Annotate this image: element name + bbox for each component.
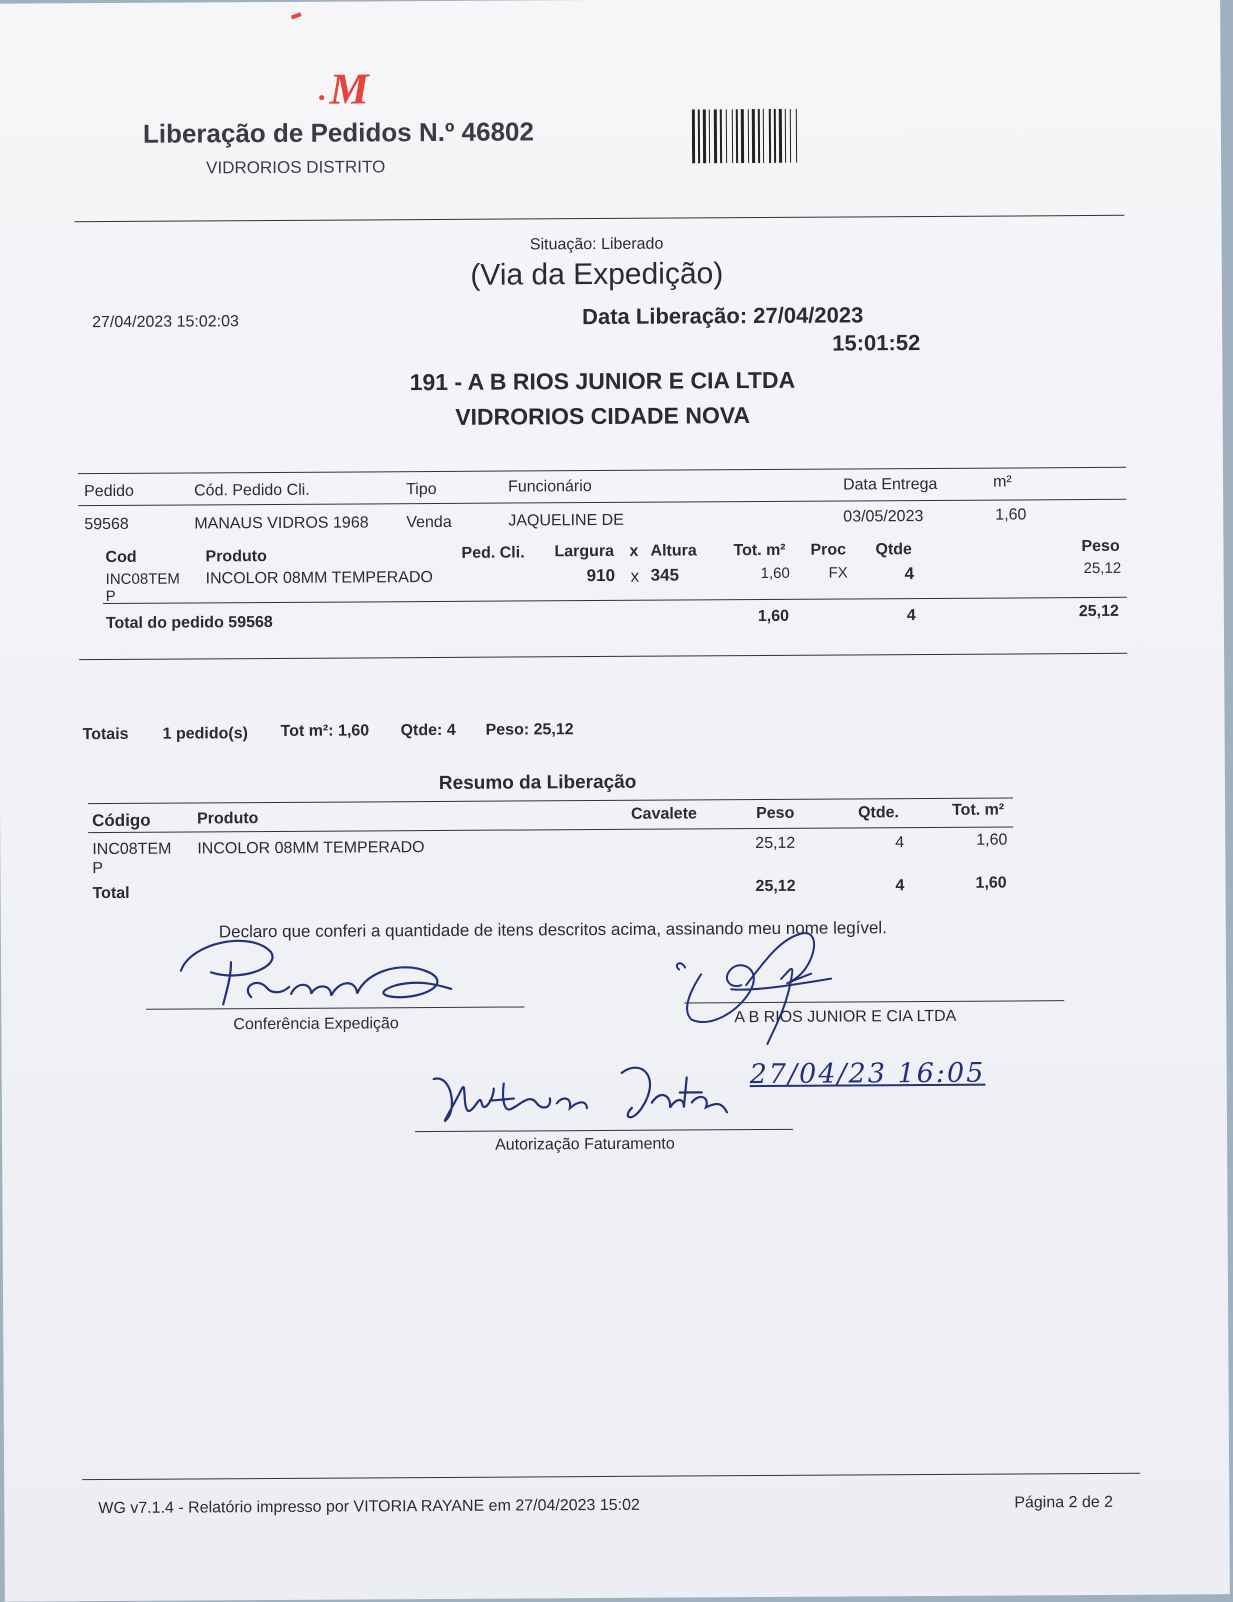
release-time: 15:01:52 xyxy=(832,330,921,356)
header-x: x xyxy=(629,542,639,560)
red-mark xyxy=(291,12,302,19)
summary-header-cavalete: Cavalete xyxy=(631,805,697,823)
m-logo-icon xyxy=(315,63,385,118)
summary-top-rule xyxy=(88,797,1013,804)
summary-cell-qtde: 4 xyxy=(895,834,905,852)
summary-cell-peso: 25,12 xyxy=(755,834,796,853)
summary-header-tot-m2: Tot. m² xyxy=(952,801,1005,819)
order-total-m2: 1,60 xyxy=(757,607,790,626)
header-proc: Proc xyxy=(810,541,847,559)
summary-cell-codigo-cont: P xyxy=(92,860,104,878)
cell-altura: 345 xyxy=(650,565,680,585)
summary-header-codigo: Código xyxy=(92,810,151,831)
header-ped-cli: Ped. Cli. xyxy=(461,544,525,562)
header-tipo: Tipo xyxy=(406,480,437,499)
signature-label-client: A B RIOS JUNIOR E CIA LTDA xyxy=(734,1007,957,1027)
summary-total-label: Total xyxy=(92,884,130,903)
cell-funcionario: JAQUELINE DE xyxy=(508,511,624,530)
cell-largura: 910 xyxy=(586,565,616,586)
cell-cod-cli: MANAUS VIDROS 1968 xyxy=(194,514,369,533)
totals-peso: Peso: 25,12 xyxy=(485,721,574,739)
summary-title: Resumo da Liberação xyxy=(438,771,637,794)
order-total-peso: 25,12 xyxy=(1078,602,1119,621)
header-cod: Cod xyxy=(105,548,137,567)
release-date: Data Liberação: 27/04/2023 xyxy=(581,302,864,330)
summary-header-produto: Produto xyxy=(197,810,259,828)
cell-qtde: 4 xyxy=(904,564,915,584)
summary-total-peso: 25,12 xyxy=(755,877,796,896)
via-title: (Via da Expedição) xyxy=(470,257,724,292)
cell-pedido: 59568 xyxy=(84,515,129,534)
print-datetime: 27/04/2023 15:02:03 xyxy=(92,313,239,332)
page-title: Liberação de Pedidos N.º 46802 xyxy=(142,116,535,149)
divider xyxy=(74,215,1124,222)
table-top-rule xyxy=(78,467,1126,474)
status-text: Situação: Liberado xyxy=(529,235,664,254)
header-tot-m2: Tot. m² xyxy=(733,541,786,560)
page-number: Página 2 de 2 xyxy=(1014,1493,1114,1512)
conferencia-signature xyxy=(171,931,471,1013)
cell-cod-cont: P xyxy=(105,587,116,606)
summary-header-qtde: Qtde. xyxy=(858,804,900,822)
header-pedido: Pedido xyxy=(84,482,134,501)
company-name: VIDRORIOS DISTRITO xyxy=(206,157,386,178)
summary-cell-tot-m2: 1,60 xyxy=(976,831,1008,849)
order-total-label: Total do pedido 59568 xyxy=(105,613,273,633)
cell-m2: 1,60 xyxy=(995,506,1027,524)
header-largura: Largura xyxy=(554,542,615,561)
barcode-icon xyxy=(692,108,877,168)
client-name: 191 - A B RIOS JUNIOR E CIA LTDA xyxy=(409,366,796,396)
summary-cell-codigo: INC08TEM xyxy=(92,840,172,859)
header-funcionario: Funcionário xyxy=(508,478,592,496)
summary-total-tot-m2: 1,60 xyxy=(975,874,1007,892)
totals-m2: Tot m²: 1,60 xyxy=(280,722,370,740)
cell-peso: 25,12 xyxy=(1083,559,1122,578)
divider xyxy=(79,653,1127,660)
footer-print-info: WG v7.1.4 - Relatório impresso por VITORIA RAYANE em 27/04/2023 15:02 xyxy=(98,1496,640,1518)
signature-label-autorizacao: Autorização Faturamento xyxy=(495,1135,675,1154)
total-rule xyxy=(103,597,1127,604)
cell-data-entrega: 03/05/2023 xyxy=(843,508,924,526)
signature-label-conferencia: Conferência Expedição xyxy=(233,1015,399,1034)
totals-label: Totais xyxy=(82,725,129,744)
cell-tipo: Venda xyxy=(406,513,452,532)
order-total-qtde: 4 xyxy=(906,607,916,625)
cell-cod: INC08TEM xyxy=(105,570,180,589)
cell-x: x xyxy=(630,566,640,586)
cell-produto: INCOLOR 08MM TEMPERADO xyxy=(205,569,433,588)
autorizacao-signature xyxy=(422,1047,743,1134)
cell-proc: FX xyxy=(828,564,848,582)
client-signature xyxy=(671,928,852,1049)
totals-qtde: Qtde: 4 xyxy=(400,721,456,740)
summary-header-peso: Peso xyxy=(756,804,795,823)
header-altura: Altura xyxy=(650,542,697,560)
totals-pedidos: 1 pedido(s) xyxy=(162,725,248,743)
header-m2: m² xyxy=(993,473,1012,491)
header-data-entrega: Data Entrega xyxy=(843,475,938,494)
header-cod-cli: Cód. Pedido Cli. xyxy=(194,481,310,500)
declaration-text: Declaro que conferi a quantidade de itens descritos acima, assinando meu nome legível. xyxy=(218,918,887,942)
cell-tot-m2: 1,60 xyxy=(760,564,790,583)
header-produto: Produto xyxy=(205,548,267,566)
footer-rule xyxy=(82,1473,1140,1480)
summary-cell-produto: INCOLOR 08MM TEMPERADO xyxy=(197,839,425,858)
header-peso: Peso xyxy=(1081,537,1120,556)
summary-total-qtde: 4 xyxy=(895,877,905,895)
header-qtde: Qtde xyxy=(875,541,912,559)
svg-text:M: M xyxy=(329,64,369,114)
client-store: VIDRORIOS CIDADE NOVA xyxy=(455,402,751,430)
handwritten-date: 27/04/23 16:05 xyxy=(749,1057,986,1091)
